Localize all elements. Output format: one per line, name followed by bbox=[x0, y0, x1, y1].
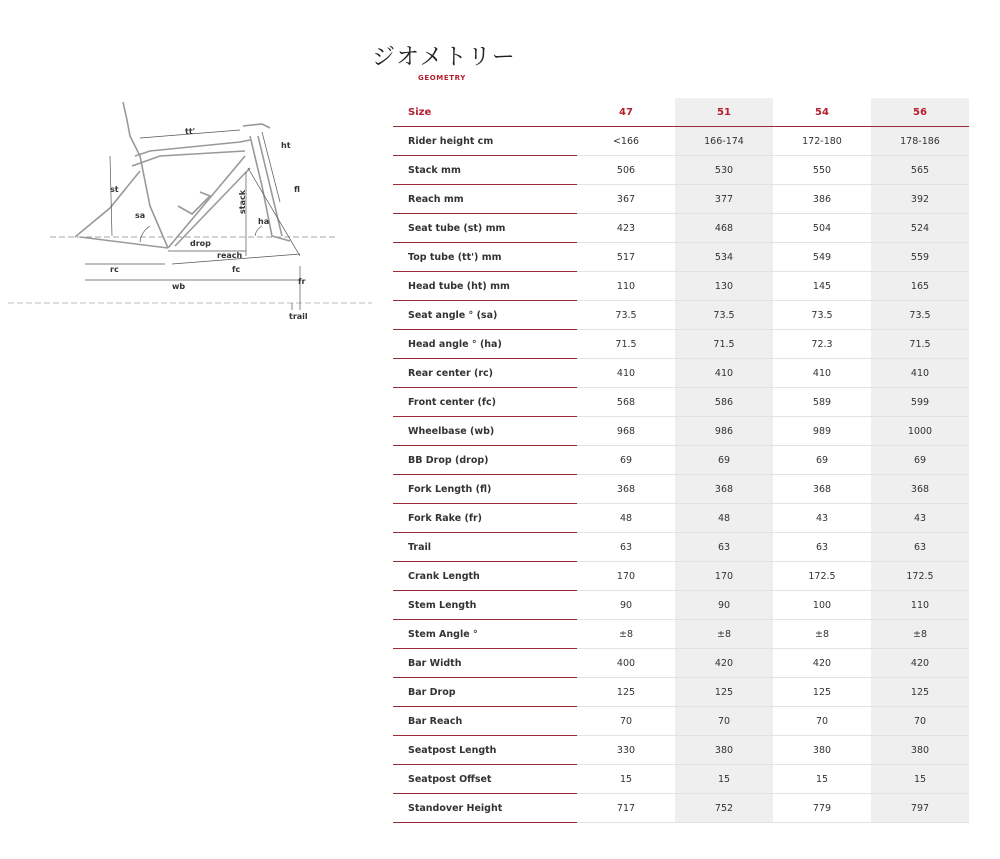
row-value: ±8 bbox=[773, 620, 871, 649]
table-row bbox=[393, 765, 969, 794]
row-value: 386 bbox=[773, 185, 871, 214]
header-size-label: Size bbox=[393, 98, 577, 127]
row-label: Trail bbox=[393, 533, 577, 562]
row-value: 73.5 bbox=[675, 301, 773, 330]
table-row bbox=[393, 301, 969, 330]
row-label: Head tube (ht) mm bbox=[393, 272, 577, 301]
row-value: 125 bbox=[871, 678, 969, 707]
row-value: 73.5 bbox=[773, 301, 871, 330]
row-value: 380 bbox=[675, 736, 773, 765]
row-value: 989 bbox=[773, 417, 871, 446]
geometry-table bbox=[393, 98, 969, 823]
table-row bbox=[393, 504, 969, 533]
table-row bbox=[393, 156, 969, 185]
row-value: 48 bbox=[675, 504, 773, 533]
row-value: 63 bbox=[675, 533, 773, 562]
label-fr: fr bbox=[298, 277, 306, 286]
row-value: 15 bbox=[675, 765, 773, 794]
row-value: 110 bbox=[871, 591, 969, 620]
row-value: 506 bbox=[577, 156, 675, 185]
row-value: 420 bbox=[871, 649, 969, 678]
row-label: Crank Length bbox=[393, 562, 577, 591]
row-value: 752 bbox=[675, 794, 773, 823]
row-value: 524 bbox=[871, 214, 969, 243]
row-value: 968 bbox=[577, 417, 675, 446]
row-value: 468 bbox=[675, 214, 773, 243]
header-size-51: 51 bbox=[675, 98, 773, 127]
row-value: 125 bbox=[675, 678, 773, 707]
table-row bbox=[393, 562, 969, 591]
label-ht: ht bbox=[281, 141, 291, 150]
label-ha: ha bbox=[258, 217, 270, 226]
row-label: Fork Length (fl) bbox=[393, 475, 577, 504]
row-value: 410 bbox=[675, 359, 773, 388]
row-label: Bar Drop bbox=[393, 678, 577, 707]
row-label: Bar Width bbox=[393, 649, 577, 678]
row-label: Bar Reach bbox=[393, 707, 577, 736]
table-row bbox=[393, 185, 969, 214]
row-value: 400 bbox=[577, 649, 675, 678]
row-value: 110 bbox=[577, 272, 675, 301]
table-row bbox=[393, 330, 969, 359]
geometry-table-body bbox=[393, 98, 969, 823]
row-value: 589 bbox=[773, 388, 871, 417]
row-value: 797 bbox=[871, 794, 969, 823]
row-value: 15 bbox=[871, 765, 969, 794]
label-trail: trail bbox=[289, 312, 308, 321]
row-value: <166 bbox=[577, 127, 675, 156]
row-value: 71.5 bbox=[871, 330, 969, 359]
row-value: 43 bbox=[871, 504, 969, 533]
row-value: 986 bbox=[675, 417, 773, 446]
label-drop: drop bbox=[190, 239, 211, 248]
row-value: 125 bbox=[773, 678, 871, 707]
row-value: 172.5 bbox=[871, 562, 969, 591]
row-value: 100 bbox=[773, 591, 871, 620]
row-value: 534 bbox=[675, 243, 773, 272]
row-label: Head angle ° (ha) bbox=[393, 330, 577, 359]
row-value: ±8 bbox=[675, 620, 773, 649]
row-value: 420 bbox=[675, 649, 773, 678]
table-row bbox=[393, 417, 969, 446]
table-row bbox=[393, 533, 969, 562]
row-value: 368 bbox=[871, 475, 969, 504]
page-title: ジオメトリー bbox=[372, 44, 516, 70]
row-value: 568 bbox=[577, 388, 675, 417]
row-value: 15 bbox=[773, 765, 871, 794]
row-value: 423 bbox=[577, 214, 675, 243]
row-value: 43 bbox=[773, 504, 871, 533]
row-value: 599 bbox=[871, 388, 969, 417]
label-st: st bbox=[110, 185, 119, 194]
label-rc: rc bbox=[110, 265, 119, 274]
row-value: 90 bbox=[577, 591, 675, 620]
table-row bbox=[393, 359, 969, 388]
row-value: 517 bbox=[577, 243, 675, 272]
row-value: 550 bbox=[773, 156, 871, 185]
label-wb: wb bbox=[172, 282, 186, 291]
row-value: 63 bbox=[871, 533, 969, 562]
row-value: 130 bbox=[675, 272, 773, 301]
row-value: 549 bbox=[773, 243, 871, 272]
row-value: 367 bbox=[577, 185, 675, 214]
row-value: 717 bbox=[577, 794, 675, 823]
label-fl: fl bbox=[294, 185, 300, 194]
table-row bbox=[393, 591, 969, 620]
row-value: 368 bbox=[675, 475, 773, 504]
row-value: 73.5 bbox=[577, 301, 675, 330]
row-value: 90 bbox=[675, 591, 773, 620]
row-value: 69 bbox=[871, 446, 969, 475]
row-value: 172-180 bbox=[773, 127, 871, 156]
table-row bbox=[393, 214, 969, 243]
row-label: Wheelbase (wb) bbox=[393, 417, 577, 446]
row-value: 69 bbox=[773, 446, 871, 475]
row-value: 63 bbox=[577, 533, 675, 562]
label-tt: tt' bbox=[185, 127, 196, 136]
table-header-row bbox=[393, 98, 969, 127]
row-label: Front center (fc) bbox=[393, 388, 577, 417]
row-label: Seatpost Offset bbox=[393, 765, 577, 794]
row-value: 71.5 bbox=[675, 330, 773, 359]
row-value: 380 bbox=[871, 736, 969, 765]
row-value: 15 bbox=[577, 765, 675, 794]
row-label: Stack mm bbox=[393, 156, 577, 185]
row-value: 70 bbox=[675, 707, 773, 736]
row-label: Seatpost Length bbox=[393, 736, 577, 765]
row-value: 69 bbox=[577, 446, 675, 475]
row-label: BB Drop (drop) bbox=[393, 446, 577, 475]
row-value: 70 bbox=[577, 707, 675, 736]
row-value: 125 bbox=[577, 678, 675, 707]
row-value: 70 bbox=[773, 707, 871, 736]
table-row bbox=[393, 243, 969, 272]
row-value: 377 bbox=[675, 185, 773, 214]
row-label: Stem Length bbox=[393, 591, 577, 620]
label-stack: stack bbox=[238, 189, 247, 214]
row-value: 410 bbox=[871, 359, 969, 388]
row-value: 172.5 bbox=[773, 562, 871, 591]
bike-geometry-diagram bbox=[0, 96, 380, 326]
row-value: 410 bbox=[577, 359, 675, 388]
row-value: 71.5 bbox=[577, 330, 675, 359]
row-value: 69 bbox=[675, 446, 773, 475]
row-value: 565 bbox=[871, 156, 969, 185]
table-row bbox=[393, 446, 969, 475]
row-value: 170 bbox=[675, 562, 773, 591]
header-size-56: 56 bbox=[871, 98, 969, 127]
row-value: 392 bbox=[871, 185, 969, 214]
row-value: 530 bbox=[675, 156, 773, 185]
row-value: ±8 bbox=[577, 620, 675, 649]
table-row bbox=[393, 707, 969, 736]
table-row bbox=[393, 272, 969, 301]
table-row bbox=[393, 736, 969, 765]
row-value: 63 bbox=[773, 533, 871, 562]
row-value: 73.5 bbox=[871, 301, 969, 330]
table-row bbox=[393, 678, 969, 707]
label-fc: fc bbox=[232, 265, 241, 274]
row-value: 178-186 bbox=[871, 127, 969, 156]
row-value: 368 bbox=[577, 475, 675, 504]
page-subtitle: GEOMETRY bbox=[418, 74, 466, 82]
table-row bbox=[393, 649, 969, 678]
label-sa: sa bbox=[135, 211, 146, 220]
row-value: 70 bbox=[871, 707, 969, 736]
table-row bbox=[393, 127, 969, 156]
table-row bbox=[393, 388, 969, 417]
row-value: 504 bbox=[773, 214, 871, 243]
row-label: Fork Rake (fr) bbox=[393, 504, 577, 533]
row-value: 72.3 bbox=[773, 330, 871, 359]
row-value: 170 bbox=[577, 562, 675, 591]
row-value: 48 bbox=[577, 504, 675, 533]
row-value: 368 bbox=[773, 475, 871, 504]
frame-outline bbox=[75, 102, 290, 248]
row-label: Standover Height bbox=[393, 794, 577, 823]
row-value: ±8 bbox=[871, 620, 969, 649]
table-row bbox=[393, 620, 969, 649]
row-label: Rider height cm bbox=[393, 127, 577, 156]
row-value: 586 bbox=[675, 388, 773, 417]
row-label: Stem Angle ° bbox=[393, 620, 577, 649]
row-value: 1000 bbox=[871, 417, 969, 446]
label-reach: reach bbox=[217, 251, 243, 260]
table-row bbox=[393, 794, 969, 823]
row-value: 410 bbox=[773, 359, 871, 388]
row-value: 145 bbox=[773, 272, 871, 301]
row-value: 165 bbox=[871, 272, 969, 301]
table-row bbox=[393, 475, 969, 504]
row-value: 779 bbox=[773, 794, 871, 823]
header-size-47: 47 bbox=[577, 98, 675, 127]
header-size-54: 54 bbox=[773, 98, 871, 127]
row-value: 380 bbox=[773, 736, 871, 765]
row-value: 420 bbox=[773, 649, 871, 678]
row-label: Rear center (rc) bbox=[393, 359, 577, 388]
row-value: 559 bbox=[871, 243, 969, 272]
row-value: 166-174 bbox=[675, 127, 773, 156]
row-label: Reach mm bbox=[393, 185, 577, 214]
row-label: Seat tube (st) mm bbox=[393, 214, 577, 243]
row-label: Top tube (tt') mm bbox=[393, 243, 577, 272]
row-value: 330 bbox=[577, 736, 675, 765]
row-label: Seat angle ° (sa) bbox=[393, 301, 577, 330]
